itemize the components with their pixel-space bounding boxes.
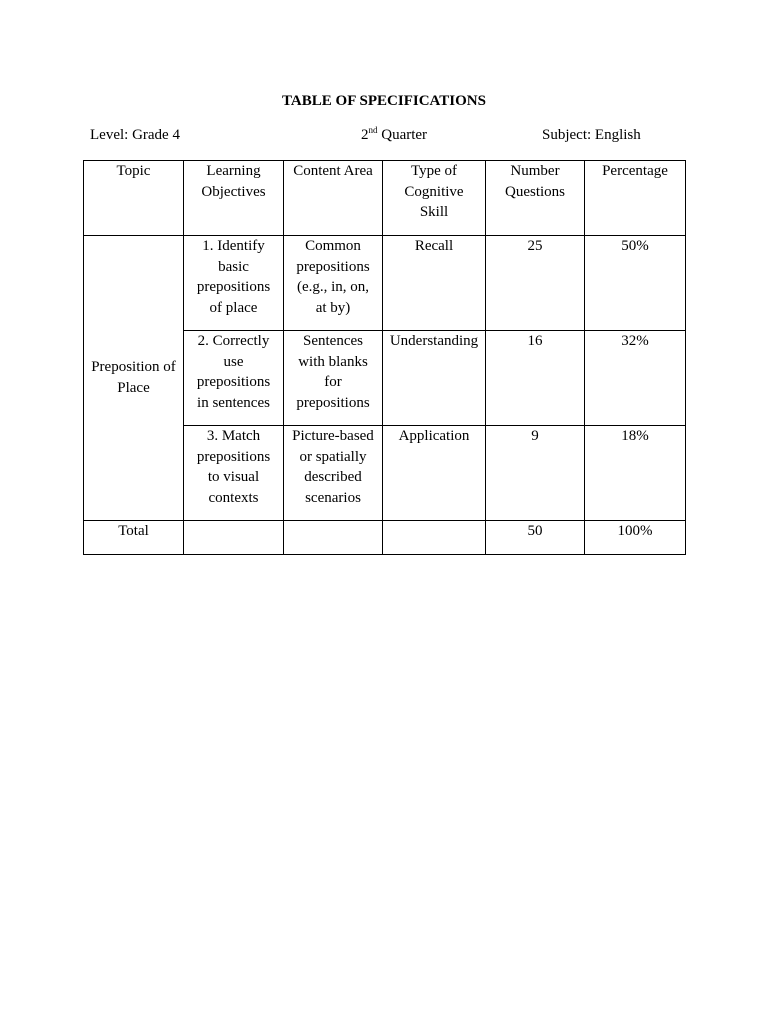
content-area-cell: Sentences with blanks for prepositions [284, 331, 383, 426]
document-title: TABLE OF SPECIFICATIONS [282, 93, 486, 109]
total-percentage-cell: 100% [585, 521, 686, 555]
total-row [84, 521, 686, 555]
table-header-row [84, 161, 686, 236]
header-topic: Topic [84, 161, 184, 236]
header-percentage: Percentage [585, 161, 686, 236]
objective-cell: 2. Correctly use prepositions in sentences [184, 331, 284, 426]
subject-label: Subject: English [542, 127, 641, 143]
quarter-text: Quarter [377, 127, 428, 143]
skill-cell: Application [383, 426, 486, 521]
quarter-suffix: nd [368, 125, 378, 135]
header-learning-objectives: Learning Objectives [184, 161, 284, 236]
total-questions-cell: 50 [486, 521, 585, 555]
header-cognitive-skill: Type of Cognitive Skill [383, 161, 486, 236]
total-skill-cell [383, 521, 486, 555]
topic-cell: Preposition of Place [84, 236, 184, 521]
skill-cell: Recall [383, 236, 486, 331]
total-objective-cell [184, 521, 284, 555]
specifications-table [83, 160, 686, 555]
header-number-questions: Number Questions [486, 161, 585, 236]
quarter-number: 2 [361, 127, 369, 143]
questions-cell: 25 [486, 236, 585, 331]
percentage-cell: 18% [585, 426, 686, 521]
total-content-area-cell [284, 521, 383, 555]
percentage-cell: 50% [585, 236, 686, 331]
percentage-cell: 32% [585, 331, 686, 426]
total-label: Total [84, 521, 184, 555]
table-row [84, 236, 686, 331]
objective-cell: 1. Identify basic prepositions of place [184, 236, 284, 331]
quarter-label [361, 127, 427, 144]
questions-cell: 9 [486, 426, 585, 521]
level-label: Level: Grade 4 [90, 127, 180, 143]
skill-cell: Understanding [383, 331, 486, 426]
header-content-area: Content Area [284, 161, 383, 236]
objective-cell: 3. Match prepositions to visual contexts [184, 426, 284, 521]
content-area-cell: Picture-based or spatially described scenarios [284, 426, 383, 521]
questions-cell: 16 [486, 331, 585, 426]
content-area-cell: Common prepositions (e.g., in, on, at by) [284, 236, 383, 331]
